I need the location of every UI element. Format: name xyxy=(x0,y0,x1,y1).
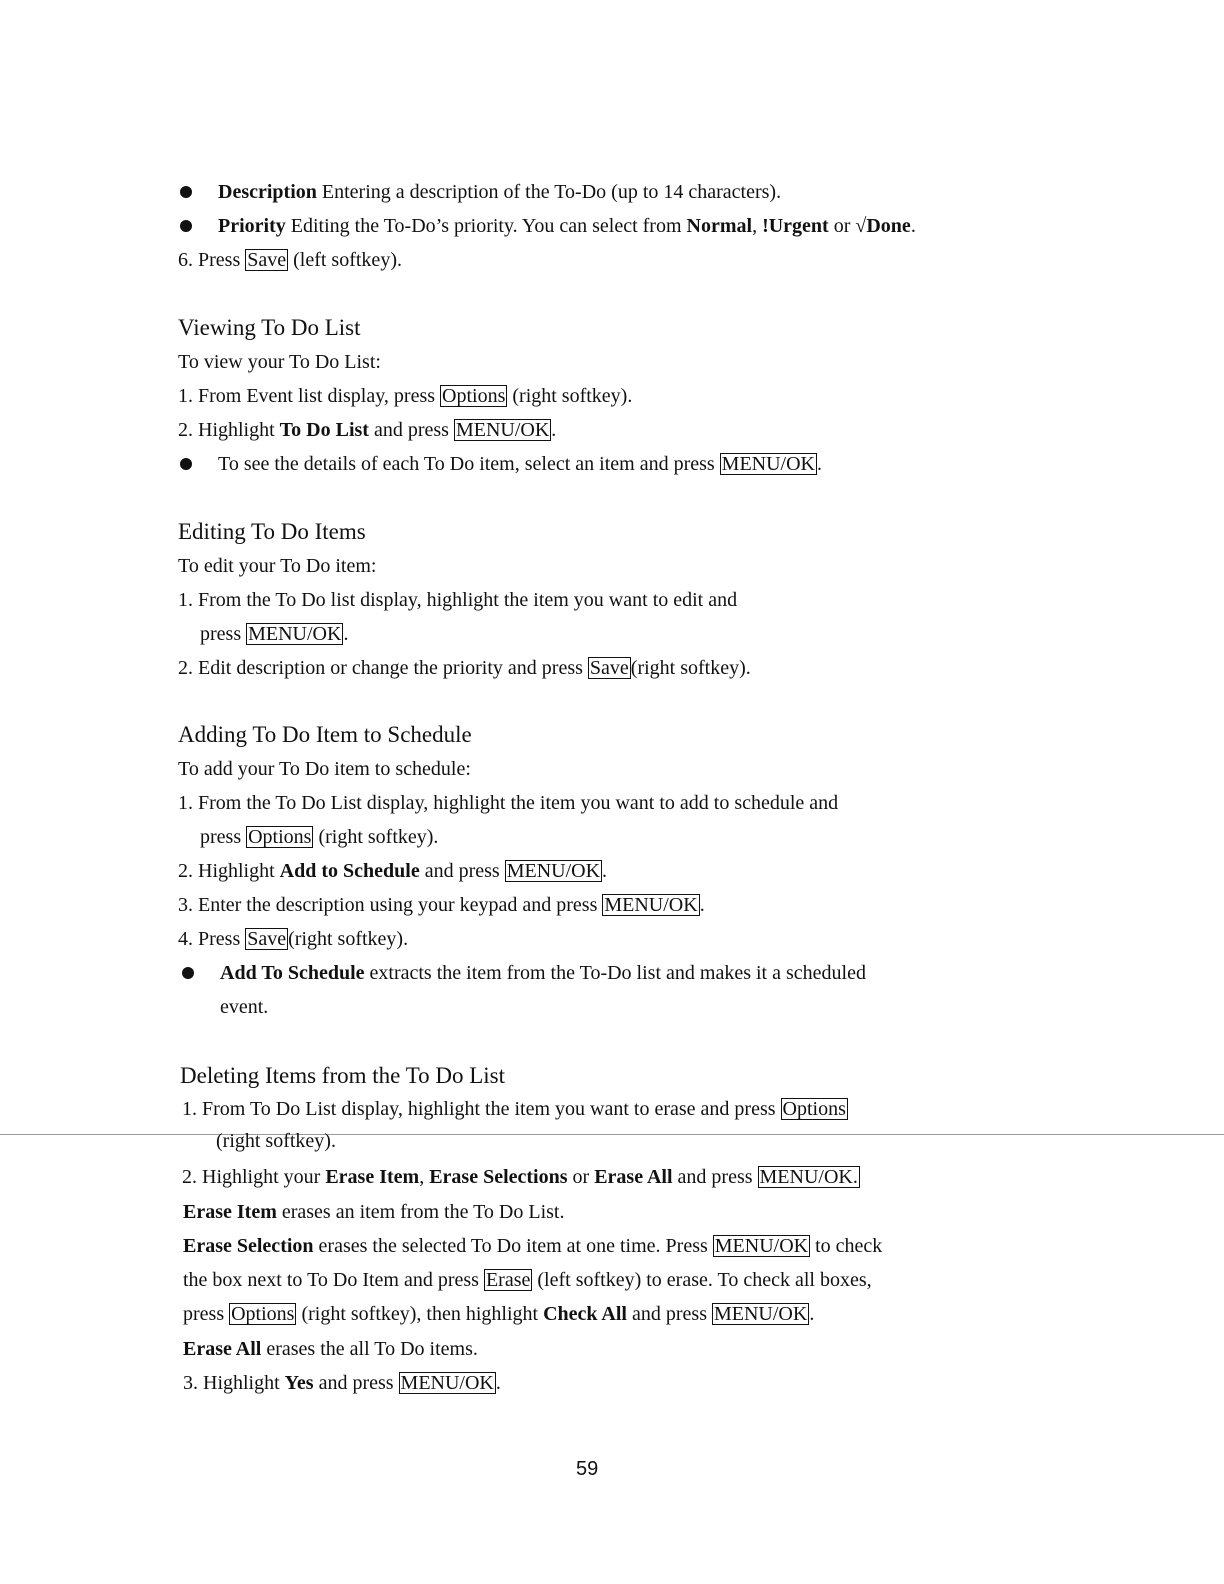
options-key: Options xyxy=(442,385,506,407)
bullet-dot xyxy=(180,186,192,198)
bullet-dot xyxy=(180,220,192,232)
adding-step-2: 2. Highlight Add to Schedule and press MENU/OK . xyxy=(178,860,608,882)
menu-ok-key: MENU/OK xyxy=(721,453,816,475)
erase-key: Erase xyxy=(485,1269,531,1291)
section-title-deleting: Deleting Items from the To Do List xyxy=(180,1063,506,1088)
page-number: 59 xyxy=(576,1458,599,1480)
deleting-step-2: 2. Highlight your Erase Item, Erase Selections or Erase All and press MENU/OK. xyxy=(182,1166,858,1188)
save-key: Save xyxy=(247,249,287,271)
section-title-editing: Editing To Do Items xyxy=(178,519,366,544)
viewing-step-1: 1. From Event list display, press Options (right softkey). xyxy=(178,385,633,407)
editing-step-1-cont: press MENU/OK . xyxy=(200,623,349,645)
options-key: Options xyxy=(248,826,312,848)
adding-step-1: 1. From the To Do List display, highlight the item you want to add to schedule and xyxy=(178,792,839,814)
erase-item-desc: Erase Item erases an item from the To Do List. xyxy=(183,1201,565,1223)
menu-ok-key: MENU/OK xyxy=(400,1372,494,1394)
bullet-dot xyxy=(182,967,194,979)
adding-intro: To add your To Do item to schedule: xyxy=(178,758,471,780)
adding-step-3: 3. Enter the description using your keypad and press MENU/OK . xyxy=(178,894,705,916)
erase-selection-desc: Erase Selection erases the selected To Do item at one time. Press MENU/OK to check xyxy=(183,1235,883,1257)
priority-bullet: Priority Editing the To-Do’s priority. You can select from Normal, !Urgent or √Done. xyxy=(218,215,916,237)
menu-ok-key: MENU/OK xyxy=(713,1303,808,1325)
options-key: Options xyxy=(782,1098,846,1120)
editing-step-1: 1. From the To Do list display, highlight the item you want to edit and xyxy=(178,589,738,611)
deleting-step-1: 1. From To Do List display, highlight the item you want to erase and press Options xyxy=(182,1098,846,1120)
menu-ok-key: MENU/OK xyxy=(604,894,698,916)
viewing-intro: To view your To Do List: xyxy=(178,351,381,373)
adding-bullet-cont: event. xyxy=(220,996,269,1018)
viewing-step-2: 2. Highlight To Do List and press MENU/OK . xyxy=(178,419,557,441)
deleting-step-1-cont: (right softkey). xyxy=(216,1130,336,1152)
editing-intro: To edit your To Do item: xyxy=(178,555,377,577)
save-key: Save xyxy=(589,657,629,679)
section-title-viewing: Viewing To Do List xyxy=(178,315,361,340)
step-6: 6. Press Save (left softkey). xyxy=(178,249,402,271)
adding-step-4: 4. Press Save (right softkey). xyxy=(178,928,409,950)
adding-bullet: Add To Schedule extracts the item from the To-Do list and makes it a scheduled xyxy=(220,962,866,984)
editing-step-2: 2. Edit description or change the priority and press Save (right softkey). xyxy=(178,657,751,679)
menu-ok-key: MENU/OK xyxy=(455,419,550,441)
erase-selection-desc-3: press Options (right softkey), then highlight Check All and press MENU/OK . xyxy=(183,1303,815,1325)
erase-all-desc: Erase All erases the all To Do items. xyxy=(183,1338,478,1360)
bullet-dot xyxy=(180,458,192,470)
section-title-adding: Adding To Do Item to Schedule xyxy=(178,722,472,747)
save-key: Save xyxy=(247,928,287,950)
menu-ok-key: MENU/OK xyxy=(506,860,601,882)
menu-ok-key: MENU/OK xyxy=(714,1235,809,1257)
options-key: Options xyxy=(231,1303,295,1325)
menu-ok-key: MENU/OK xyxy=(248,623,342,645)
description-bullet: Description Entering a description of the To-Do (up to 14 characters). xyxy=(218,181,782,203)
viewing-bullet: To see the details of each To Do item, select an item and press MENU/OK . xyxy=(218,453,823,475)
deleting-step-3: 3. Highlight Yes and press MENU/OK . xyxy=(183,1372,501,1394)
erase-selection-desc-2: the box next to To Do Item and press Erase (left softkey) to erase. To check all boxes, xyxy=(183,1269,872,1291)
menu-ok-key: MENU/OK. xyxy=(759,1166,858,1188)
adding-step-1-cont: press Options (right softkey). xyxy=(200,826,439,848)
scan-line xyxy=(0,1134,1224,1135)
